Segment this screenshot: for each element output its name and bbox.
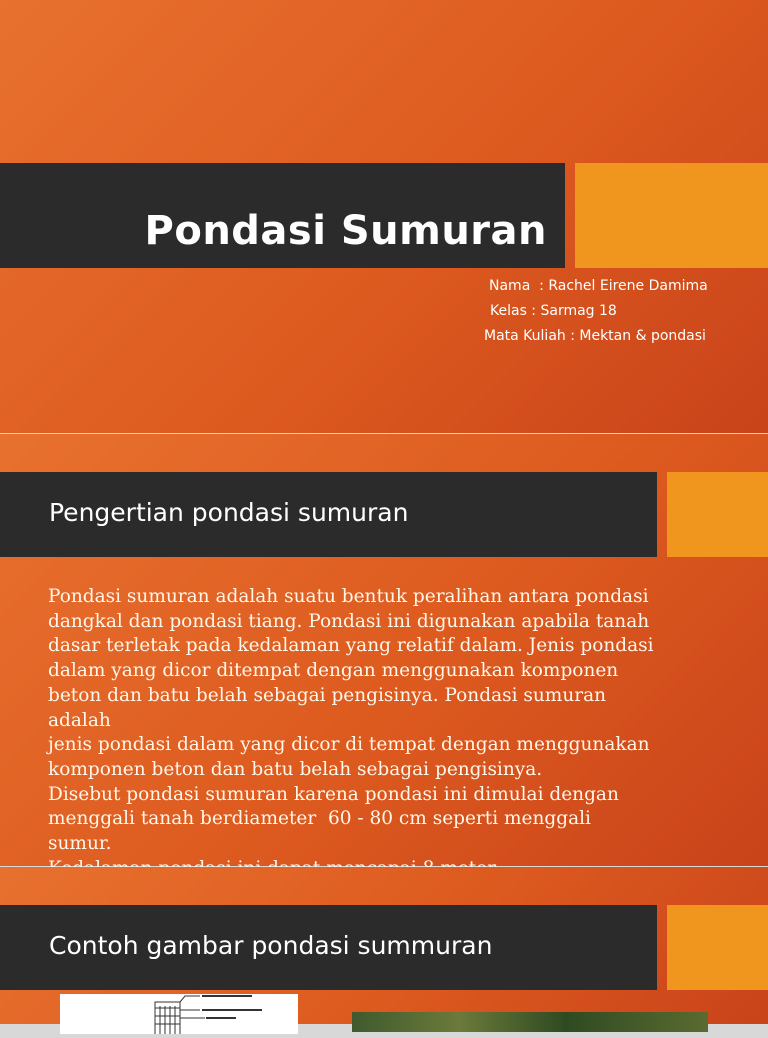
slide-heading: Contoh gambar pondasi summuran	[49, 931, 493, 960]
title-slide	[0, 0, 768, 433]
course-info: Mata Kuliah : Mektan & pondasi	[484, 328, 706, 344]
title-accent-block	[575, 163, 768, 268]
title-bar	[0, 163, 565, 268]
slide-title: Pondasi Sumuran	[144, 208, 547, 254]
heading-accent-block	[667, 905, 768, 990]
slide-heading: Pengertian pondasi sumuran	[49, 498, 409, 527]
definition-slide	[0, 434, 768, 866]
author-name: Nama : Rachel Eirene Damima	[489, 278, 708, 294]
heading-accent-block	[667, 472, 768, 557]
example-slide	[0, 867, 768, 1024]
foundation-drawing-image	[60, 994, 298, 1034]
definition-text: Pondasi sumuran adalah suatu bentuk peralihan antara pondasi dangkal dan pondasi tiang. Pondasi ini digunakan apabila tanah dasar terletak pada kedalaman yang relatif dalam. Jenis pondasi dalam yang dicor ditempat dengan menggunakan komponen beton dan batu belah sebagai pengisinya. Pondasi sumuran adalah jenis pondasi dalam yang dicor di tempat dengan menggunakan komponen beton dan batu belah sebagai pengisinya. Disebut pondasi sumuran karena pondasi ini dimulai dengan menggali tanah berdiameter 60 - 80 cm seperti menggali sumur.	[48, 586, 654, 855]
class-info: Kelas : Sarmag 18	[490, 303, 617, 319]
foundation-photo-image	[352, 1012, 708, 1032]
